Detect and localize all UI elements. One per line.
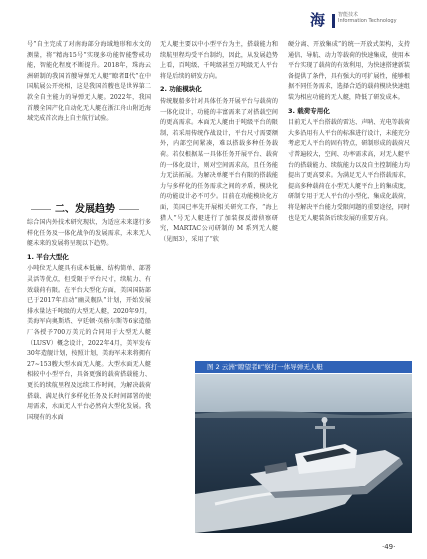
boat-mast [323,422,326,448]
unmanned-boat-photo [195,374,412,533]
heading-rule-left [31,209,51,210]
page-header [290,4,427,34]
subsection-heading: 2. 功能模块化 [160,85,202,94]
paragraph: 综合国内外技术研究现状，为适应未来遂行多样化任务及一体化战争的发展需求，未来无人艇未来的发展将呈现以下趋势。 [27,219,151,248]
text-column-2 [160,40,278,245]
page-number: ·49· [382,543,396,551]
paragraph: 硬分离、开放集成”的统一开放式架构，支持通信、导航、动力等载荷的快速集成，使用本平台实现了载荷的有效利用，为快速搭建新装备提供了条件，具有强大的可扩展性，能够根据不同任务需求，选择合适的载荷模块快速组装为相应功能的无人艇，降低了研发成本。 [288,41,410,101]
text-column-3 [288,40,410,224]
sky [195,374,412,414]
section-heading [27,200,151,215]
paragraph: 目前无人平台搭载的雷达、声呐、光电等载荷大多沿用有人平台的标准进行设计，未能充分考虑无人平台的固有特点，研制形成的载荷尺寸普遍较大，空间、功率需求高，对无人艇平台的搭载能力、续航能力以及自主控制能力均提出了更高要求。为满足无人平台搭载需求，提高多种载荷在小型无人艇平台上的集成度，研制专用于无人平台的小型化、集成化载荷，将是解决平台能力受限问题的重要途径，同时也是无人艇装备后续发展的重要方向。 [288,119,410,222]
subsection-heading: 3. 载荷专用化 [288,106,330,115]
header-divider [332,14,335,28]
section-title: 二、发展趋势 [55,204,115,215]
figure-2 [195,361,412,533]
text-column-1-continued [27,218,151,423]
paragraph: 号”自主完成了对南海部分海域地形和水文的测量，将“精海15号”实现多功能智能警戒功能，智能化程度不断提升。2018年，珠海云洲研制的我国首艘导弹无人艇“瞭者Ⅱ代”在中国航展公开亮相，这是我国首艘也是世界第二款全自主能力的导弹无人艇。2022年，我国首艘全国产化自动化无人艇在浙江舟山附近海域完成首次海上自主航行试验。 [27,41,151,123]
boat-photo-svg [195,374,412,533]
header-subtitle-en: Information Technology [338,18,397,24]
mast-crossbar [315,426,335,429]
figure-caption: 图 2 云洲“瞭望者Ⅱ”察打一体导弹无人艇 [195,361,412,373]
radar-dome [322,417,328,423]
magazine-brand: 海 [310,11,326,29]
heading-rule-right [119,209,139,210]
header-subtitle [338,12,397,24]
paragraph: 小吨位无人艇具有成本低廉、结构简单、部署灵活等优点，但受限于平台尺寸，续航力、有效载荷有限。在平台大型化方面，美国国防部已于2017年启动“幽灵舰队”计划，开始发展排水量达千吨级的大型无人艇，2020年9月，美海军向奥斯塔、亨廷顿·英格尔斯等6家造船厂各授予700万美元的合同用于大型无人艇（LUSV）概念设计，2022年4月，美军发布30年造舰计划，按照计划，美海军未来将拥有27~153艘大型水面无人艇。大型水面无人艇相较中小型平台，具备更强的载荷搭载能力、更长的续航里程及远续工作时间，为解决载荷搭载、满足执行多样化任务及长时间部署的使用需求，水面无人平台必然向大型化发展。我国现有的水面 [27,265,151,421]
paragraph: 无人艇主要以中小型平台为主，搭载能力和续航里程均受平台制约，因此，从发展趋势上看，百吨级、千吨级甚至万吨级无人平台将是后续的研发方向。 [160,41,278,80]
paragraph: 传统舰船多针对具体任务开展平台与载荷的一体化设计，功能的丰富需来了对搭载空间的更高需求。本面无人艇由于吨级平台的限制，若采用传统作战设计，平台尺寸需要额外，内部空间紧凑，难以搭载多种任务载荷。若仅根据某一具体任务开展平台、载荷的一体化设计，则对空间需求高，且任务能力无法拓展。为解决单艇平台有限的搭载能力与多样化的任务需求之间的矛盾，模块化的功能设计必不可少。目前在功能模块化方面，美国已率先开展相关研究工作，“海上猎人”号无人艇进行了加装探反潜侦察研究，MARTAC公司研制的 M 系列无人艇（见图3），采用了“软 [160,97,278,243]
header-subtitle-cn: 智能技术 [338,12,359,18]
text-column-1 [27,40,151,125]
subsection-heading: 1. 平台大型化 [27,252,69,261]
